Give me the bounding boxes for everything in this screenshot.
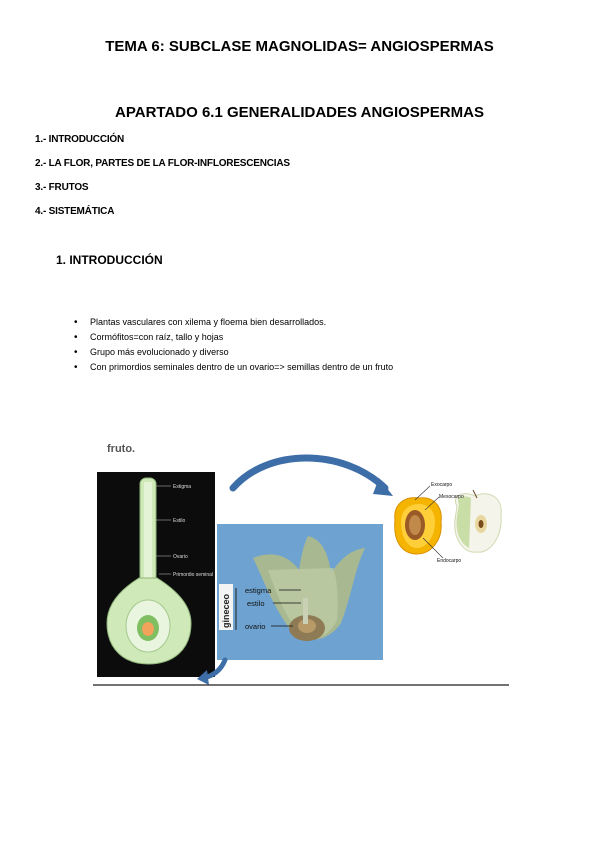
bullet-item: • Plantas vasculares con xilema y floema bien desarrollados.	[72, 315, 393, 330]
bullet-list	[72, 315, 393, 375]
gynoecium-photo	[217, 524, 383, 660]
diagram-label: Ovario	[173, 554, 188, 560]
diagram-label: Estigma	[173, 484, 192, 490]
fruit-label: Mesocarpo	[439, 494, 464, 500]
diagram-label: Estilo	[173, 518, 186, 524]
photo-label: estilo	[247, 599, 265, 608]
document-title: TEMA 6: SUBCLASE MAGNOLIDAS= ANGIOSPERMAS	[105, 38, 494, 55]
photo-label: ovario	[245, 622, 266, 631]
section-heading: 1. INTRODUCCIÓN	[56, 253, 163, 267]
diagram-label: Primordio seminal	[173, 572, 214, 578]
pistil-diagram	[97, 472, 215, 677]
fruit-label: Endocarpo	[437, 558, 462, 564]
bullet-item: • Con primordios seminales dentro de un ovario=> semillas dentro de un fruto	[72, 360, 393, 375]
fruit-label: Exocarpo	[431, 482, 453, 488]
bullet-item: • Grupo más evolucionado y diverso	[72, 345, 393, 360]
bullet-item: • Cormófitos=con raíz, tallo y hojas	[72, 330, 393, 345]
photo-side-label: gineceo	[221, 593, 231, 628]
toc-item-frutos: 3.- FRUTOS	[35, 182, 89, 193]
toc-item-introduccion: 1.- INTRODUCCIÓN	[35, 134, 125, 145]
photo-label: estigma	[245, 586, 272, 595]
fruit-illustration	[395, 482, 501, 564]
section-subtitle: APARTADO 6.1 GENERALIDADES ANGIOSPERMAS	[115, 104, 484, 121]
arrow-to-fruit	[233, 458, 393, 496]
angiosperm-figure	[93, 438, 509, 690]
toc-item-sistematica: 4.- SISTEMÁTICA	[35, 206, 115, 217]
toc-item-la-flor: 2.- LA FLOR, PARTES DE LA FLOR-INFLORESCENCIAS	[35, 158, 290, 169]
figure-caption-fragment: fruto.	[107, 443, 136, 455]
